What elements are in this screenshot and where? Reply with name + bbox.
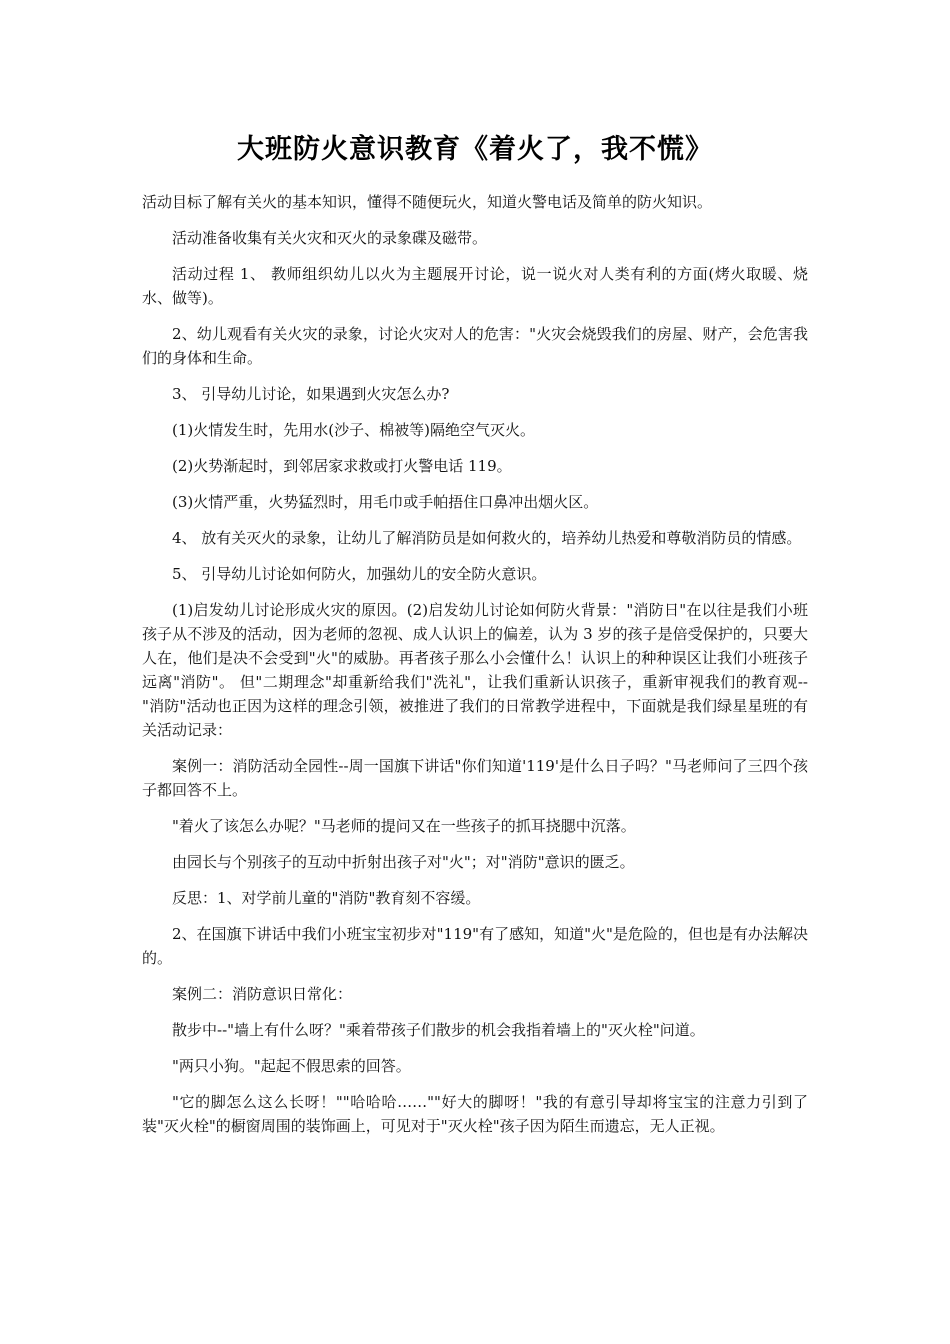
paragraph: 3、 引导幼儿讨论，如果遇到火灾怎么办? [172, 385, 450, 403]
paragraph: 5、 引导幼儿讨论如何防火，加强幼儿的安全防火意识。 [172, 565, 547, 583]
paragraph: 活动过程 1、 教师组织幼儿以火为主题展开讨论，说一说火对人类有利的方面(烤火取暖、烧水、做等)。 [142, 265, 808, 307]
paragraph: (3)火情严重，火势猛烈时，用毛巾或手帕捂住口鼻冲出烟火区。 [172, 493, 599, 511]
paragraph: 活动准备收集有关火灾和灭火的录象碟及磁带。 [172, 229, 488, 247]
paragraph: (1)火情发生时，先用水(沙子、棉被等)隔绝空气灭火。 [172, 421, 535, 439]
paragraph: 2、幼儿观看有关火灾的录象，讨论火灾对人的危害："火灾会烧毁我们的房屋、财产，会危害我们的身体和生命。 [142, 325, 808, 367]
paragraph: 2、在国旗下讲话中我们小班宝宝初步对"119"有了感知，知道"火"是危险的，但也是有办法解决的。 [142, 925, 808, 967]
paragraph: "它的脚怎么这么长呀！""哈哈哈……""好大的脚呀！"我的有意引导却将宝宝的注意力引到了装"灭火栓"的橱窗周围的装饰画上，可见对于"灭火栓"孩子因为陌生而遗忘，无人正视。 [142, 1093, 808, 1135]
paragraph: "两只小狗。"起起不假思索的回答。 [172, 1057, 411, 1075]
paragraph: 4、 放有关灭火的录象，让幼儿了解消防员是如何救火的，培养幼儿热爱和尊敬消防员的情感。 [172, 529, 802, 547]
paragraph: 案例二：消防意识日常化： [172, 985, 353, 1003]
paragraph: (2)火势渐起时，到邻居家求救或打火警电话 119。 [172, 457, 512, 475]
document-title: 大班防火意识教育《着火了，我不慌》 [237, 134, 713, 165]
paragraph: 散步中--"墙上有什么呀？"乘着带孩子们散步的机会我指着墙上的"灭火栓"问道。 [172, 1021, 705, 1039]
paragraph: 由园长与个别孩子的互动中折射出孩子对"火"；对"消防"意识的匮乏。 [172, 853, 635, 871]
paragraph: (1)启发幼儿讨论形成火灾的原因。(2)启发幼儿讨论如何防火背景："消防日"在以往是我们小班孩子从不涉及的活动，因为老师的忽视、成人认识上的偏差，认为 3 岁的孩子是倍受保护的，只要大人在，他们是决不会受到"火"的威胁。再者孩子那么小会懂什么！认识上的种种误区让我们小班孩子远离"消防"。 但"二期理念"却重新给我们"洗礼"，让我们重新认识孩子，重新审视我们的教育观-- "消防"活动也正因为这样的理念引领，被推进了我们的日常教学进程中，下面就是我们绿星星班的有关活动记录： [142, 601, 808, 739]
paragraph: "着火了该怎么办呢？"马老师的提问又在一些孩子的抓耳挠腮中沉落。 [172, 817, 636, 835]
paragraph: 活动目标了解有关火的基本知识，懂得不随便玩火，知道火警电话及简单的防火知识。 [142, 193, 713, 211]
paragraph: 案例一：消防活动全园性--周一国旗下讲话"你们知道'119'是什么日子吗？"马老师问了三四个孩子都回答不上。 [142, 757, 808, 799]
paragraph: 反思：1、对学前儿童的"消防"教育刻不容缓。 [172, 889, 481, 907]
document-body [142, 190, 808, 1138]
